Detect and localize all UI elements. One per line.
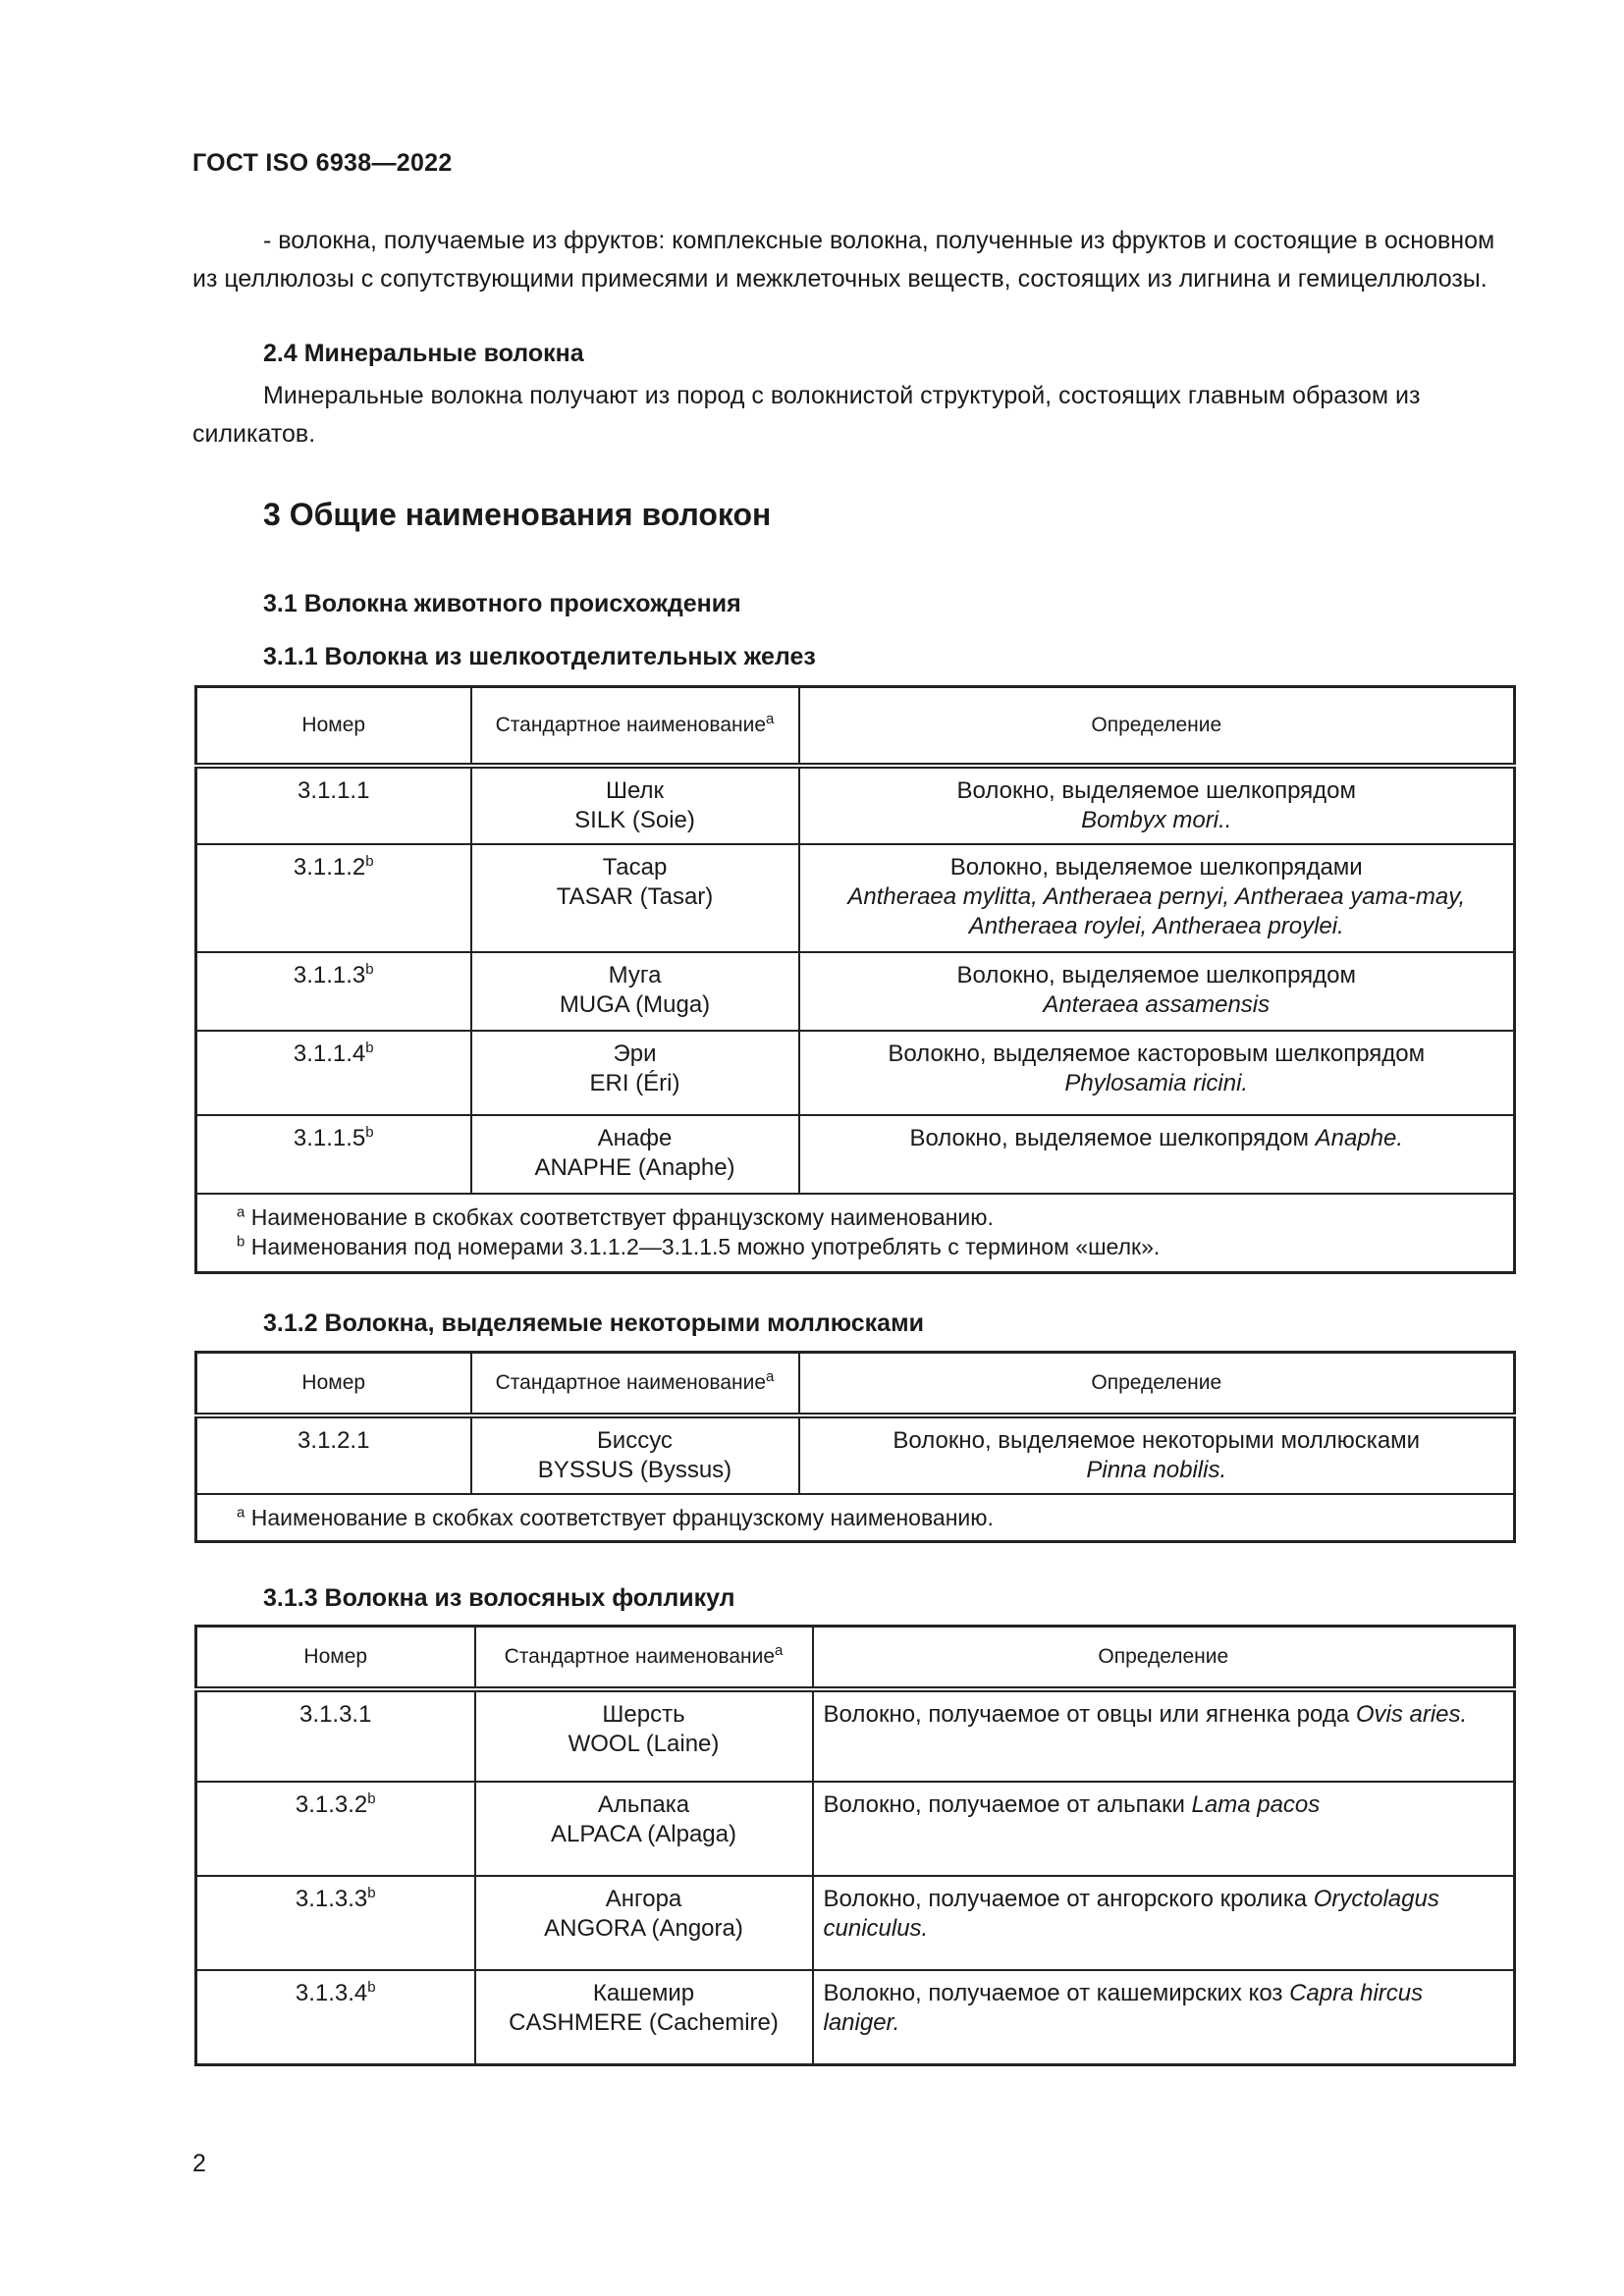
row-number: 3.1.2.1: [196, 1415, 471, 1494]
row-number: 3.1.1.2$^b$: [196, 844, 471, 952]
row-name: Шелк SILK (Soie): [471, 766, 799, 844]
row-name: Шерсть WOOL (Laine): [475, 1689, 813, 1782]
row-number: 3.1.1.4$^b$: [196, 1031, 471, 1115]
header-definition: Определение: [799, 687, 1515, 767]
hair-follicle-fibres-table: [194, 1625, 1516, 2066]
table-row: [196, 1415, 1515, 1494]
header-number: Номер: [196, 1353, 471, 1416]
row-definition: Волокно, выделяемое шелкопрядом Bombyx mori..: [799, 766, 1515, 844]
row-definition: Волокно, выделяемое шелкопрядами Antheraea mylitta, Antheraea pernyi, Antheraea yama-may, Antheraea roylei, Antheraea proylei.: [799, 844, 1515, 952]
table-row: [196, 952, 1515, 1031]
header-standard-name: Стандартное наименование$^a$: [475, 1627, 813, 1690]
fruit-fibres-paragraph: - волокна, получаемые из фруктов: комплексные волокна, полученные из фруктов и состоящие в основном из целлюлозы с сопутствующими примесями и межклеточных веществ, состоящих из лигнина и гемицеллюлозы.: [192, 227, 1495, 293]
row-definition: Волокно, выделяемое шелкопрядом Anaphe.: [799, 1115, 1515, 1194]
table-row: [196, 766, 1515, 844]
row-name: Кашемир CASHMERE (Cachemire): [475, 1970, 813, 2064]
document-id: ГОСТ ISO 6938—2022: [192, 149, 453, 177]
mineral-fibres-paragraph: Минеральные волокна получают из пород с волокнистой структурой, состоящих главным образом из силикатов.: [192, 382, 1421, 448]
row-name: Эри ERI (Éri): [471, 1031, 799, 1115]
table-header-row: [196, 1353, 1515, 1416]
table-row: [196, 844, 1515, 952]
row-number: 3.1.1.5$^b$: [196, 1115, 471, 1194]
mollusc-fibres-table: [194, 1351, 1516, 1543]
row-number: 3.1.1.1: [196, 766, 471, 844]
subsection-2-4-title: 2.4 Минеральные волокна: [263, 340, 584, 367]
row-number: 3.1.3.2$^b$: [196, 1782, 475, 1876]
subsection-3-1-3-title: 3.1.3 Волокна из волосяных фолликул: [263, 1584, 735, 1612]
row-definition: Волокно, получаемое от овцы или ягненка рода Ovis aries.: [813, 1689, 1515, 1782]
row-number: 3.1.1.3$^b$: [196, 952, 471, 1031]
row-definition: Волокно, получаемое от ангорского кролика Oryctolagus cuniculus.: [813, 1876, 1515, 1970]
subsection-3-1-2-title: 3.1.2 Волокна, выделяемые некоторыми моллюсками: [263, 1309, 924, 1337]
row-definition: Волокно, получаемое от кашемирских коз Capra hircus laniger.: [813, 1970, 1515, 2064]
row-name: Альпака ALPACA (Alpaga): [475, 1782, 813, 1876]
row-number: 3.1.3.3$^b$: [196, 1876, 475, 1970]
row-number: 3.1.3.1: [196, 1689, 475, 1782]
row-name: Муга MUGA (Muga): [471, 952, 799, 1031]
table-row: [196, 1876, 1515, 1970]
table-header-row: [196, 1627, 1515, 1690]
table-row: [196, 1782, 1515, 1876]
header-definition: Определение: [813, 1627, 1515, 1690]
table-row: [196, 1970, 1515, 2064]
table-footnote: $^a$ Наименование в скобках соответствует французскому наименованию.: [196, 1494, 1515, 1542]
row-name: Тасар TASAR (Tasar): [471, 844, 799, 952]
table-notes: [196, 1194, 1515, 1272]
subsection-3-1-1-title: 3.1.1 Волокна из шелкоотделительных желез: [263, 643, 816, 670]
table-header-row: [196, 687, 1515, 767]
section-3-title: 3 Общие наименования волокон: [263, 497, 772, 532]
silk-fibres-table: [194, 685, 1516, 1274]
row-name: Биссус BYSSUS (Byssus): [471, 1415, 799, 1494]
table-footnotes: $^a$ Наименование в скобках соответствует французскому наименованию. $^b$ Наименования под номерами 3.1.1.2—3.1.1.5 можно употреблять с термином «шелк».: [196, 1194, 1515, 1272]
table-row: [196, 1031, 1515, 1115]
header-standard-name: Стандартное наименование$^a$: [471, 1353, 799, 1416]
row-definition: Волокно, получаемое от альпаки Lama pacos: [813, 1782, 1515, 1876]
table-row: [196, 1115, 1515, 1194]
row-definition: Волокно, выделяемое касторовым шелкопрядом Phylosamia ricini.: [799, 1031, 1515, 1115]
header-number: Номер: [196, 1627, 475, 1690]
table-row: [196, 1689, 1515, 1782]
row-name: Анафе ANAPHE (Anaphe): [471, 1115, 799, 1194]
row-definition: Волокно, выделяемое некоторыми моллюсками Pinna nobilis.: [799, 1415, 1515, 1494]
header-number: Номер: [196, 687, 471, 767]
row-number: 3.1.3.4$^b$: [196, 1970, 475, 2064]
row-name: Ангора ANGORA (Angora): [475, 1876, 813, 1970]
table-notes: [196, 1494, 1515, 1542]
header-definition: Определение: [799, 1353, 1515, 1416]
subsection-3-1-title: 3.1 Волокна животного происхождения: [263, 590, 741, 617]
row-definition: Волокно, выделяемое шелкопрядом Anteraea assamensis: [799, 952, 1515, 1031]
page-number: 2: [192, 2150, 206, 2177]
header-standard-name: Стандартное наименование$^a$: [471, 687, 799, 767]
